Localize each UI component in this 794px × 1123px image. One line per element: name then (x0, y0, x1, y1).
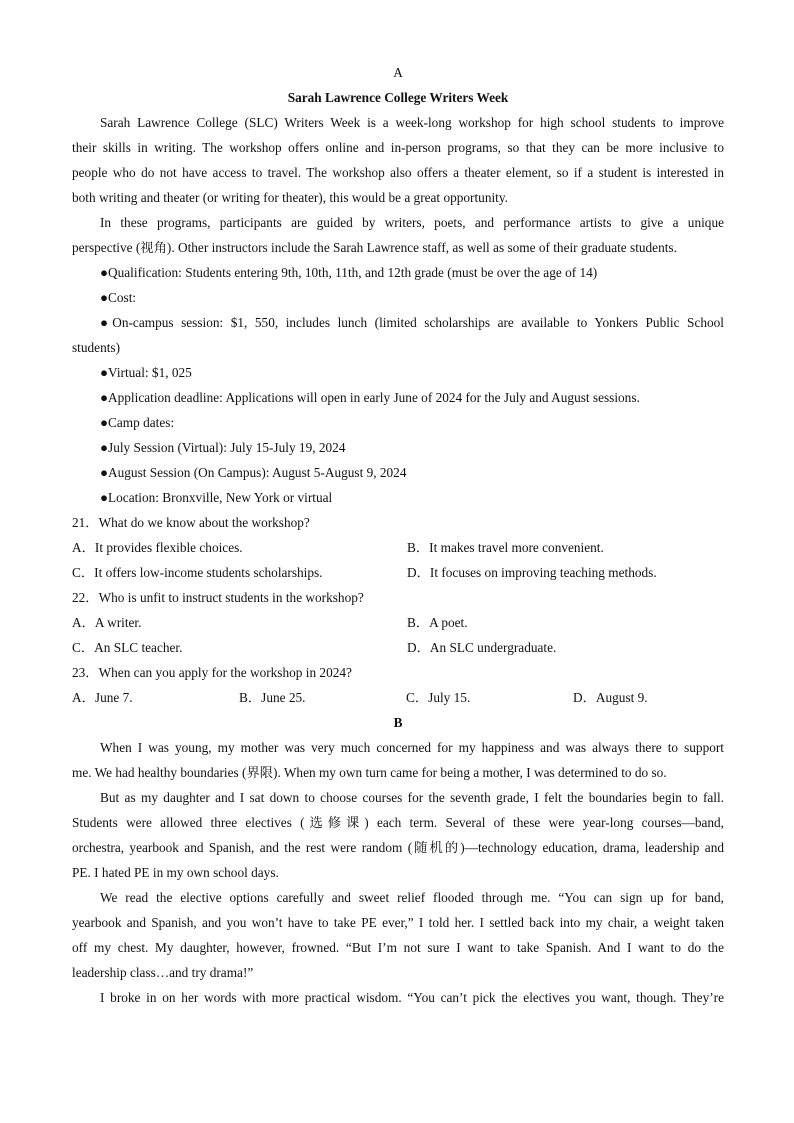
text-line: Students were allowed three electives (选修课) each term. Several of these were year-long courses—band, (72, 815, 724, 830)
option-c: C．It offers low-income students scholarships. (72, 565, 323, 580)
passage-b-paragraph-4 (72, 985, 724, 1010)
passage-b-paragraph-2 (72, 785, 724, 885)
bullet-on-campus-cont: students) (72, 340, 121, 355)
option-d: D．An SLC undergraduate. (407, 640, 557, 655)
bullet-virtual: ●Virtual: $1, 025 (100, 365, 192, 380)
option-c: C．An SLC teacher. (72, 640, 183, 655)
option-a: A．It provides flexible choices. (72, 540, 243, 555)
option-a: A．A writer. (72, 615, 142, 630)
text-line: I broke in on her words with more practical wisdom. “You can’t pick the electives you want, though. They’re (100, 990, 724, 1005)
text-line: orchestra, yearbook and Spanish, and the rest were random (随机的)—technology education, drama, leadership and (72, 840, 724, 855)
text-line: their skills in writing. The workshop offers online and in-person programs, so that they can be more inclusive to (72, 140, 724, 155)
passage-b-paragraph-3 (72, 885, 724, 985)
bullet-location: ●Location: Bronxville, New York or virtual (100, 490, 333, 505)
text-line: But as my daughter and I sat down to choose courses for the seventh grade, I felt the boundaries begin to fall. (100, 790, 724, 805)
passage-a-paragraph-1 (72, 110, 724, 210)
option-a: A．June 7. (72, 690, 133, 705)
question-stem: 23．When can you apply for the workshop in 2024? (72, 665, 352, 680)
bullet-camp-dates: ●Camp dates: (100, 415, 175, 430)
bullet-qualification: ●Qualification: Students entering 9th, 10th, 11th, and 12th grade (must be over the age of 14) (100, 265, 598, 280)
question-stem: 21．What do we know about the workshop? (72, 515, 310, 530)
option-b: B．June 25. (239, 690, 306, 705)
passage-a-paragraph-2 (72, 210, 724, 260)
question-21 (72, 510, 724, 585)
exam-page (72, 60, 724, 1010)
text-line: me. We had healthy boundaries (界限). When my own turn came for being a mother, I was determined to do so. (72, 765, 667, 780)
option-c: C．July 15. (406, 690, 471, 705)
text-line: leadership class…and try drama!” (72, 965, 254, 980)
passage-a-title: Sarah Lawrence College Writers Week (287, 90, 509, 105)
text-line: perspective (视角). Other instructors include the Sarah Lawrence staff, as well as some of their graduate students. (72, 240, 677, 255)
passage-b-paragraph-1 (72, 735, 724, 785)
option-b: B．A poet. (407, 615, 468, 630)
bullet-july-session: ●July Session (Virtual): July 15-July 19, 2024 (100, 440, 346, 455)
question-23 (72, 660, 724, 710)
text-line: PE. I hated PE in my own school days. (72, 865, 279, 880)
bullet-cost: ●Cost: (100, 290, 137, 305)
text-line: yearbook and Spanish, and you won’t have to take PE ever,” I told her. I settled back into my chair, a weight taken (72, 915, 724, 930)
text-line: people who do not have access to travel. The workshop also offers a theater element, so if a student is interested in (72, 165, 724, 180)
question-22 (72, 585, 724, 660)
info-bullet-list (72, 260, 724, 510)
option-d: D．August 9. (573, 690, 648, 705)
question-stem: 22．Who is unfit to instruct students in the workshop? (72, 590, 364, 605)
section-b-label: B (393, 715, 403, 730)
text-line: In these programs, participants are guided by writers, poets, and performance artists to give a unique (100, 215, 724, 230)
text-line: When I was young, my mother was very much concerned for my happiness and was always there to support (100, 740, 724, 755)
bullet-on-campus: ●On-campus session: $1, 550, includes lunch (limited scholarships are available to Yonkers Public School (100, 315, 724, 330)
bullet-august-session: ●August Session (On Campus): August 5-August 9, 2024 (100, 465, 407, 480)
text-line: We read the elective options carefully and sweet relief flooded through me. “You can sign up for band, (100, 890, 724, 905)
option-b: B．It makes travel more convenient. (407, 540, 604, 555)
section-a-label: A (393, 65, 403, 80)
text-line: off my chest. My daughter, however, frowned. “But I’m not sure I want to take Spanish. And I want to do the (72, 940, 724, 955)
option-d: D．It focuses on improving teaching methods. (407, 565, 657, 580)
bullet-deadline: ●Application deadline: Applications will open in early June of 2024 for the July and August sessions. (100, 390, 640, 405)
text-line: both writing and theater (or writing for theater), this would be a great opportunity. (72, 190, 508, 205)
text-line: Sarah Lawrence College (SLC) Writers Week is a week-long workshop for high school students to improve (100, 115, 724, 130)
